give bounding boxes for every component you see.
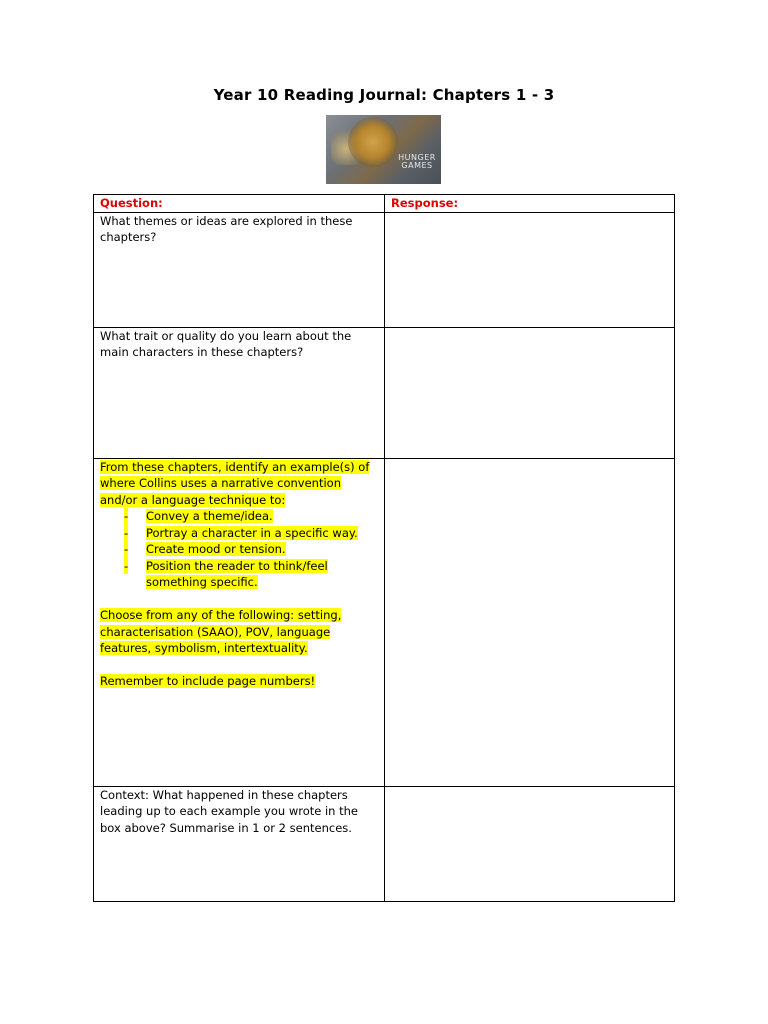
question-text: What trait or quality do you learn about the main characters in these chapters? [100, 328, 352, 359]
table-row [94, 212, 675, 327]
question-cell [94, 458, 385, 786]
hunger-games-cover-image [326, 115, 441, 184]
page-number-reminder: Remember to include page numbers! [100, 674, 316, 688]
response-cell[interactable] [385, 212, 675, 327]
page-title: Year 10 Reading Journal: Chapters 1 - 3 [213, 86, 555, 104]
list-item: - Convey a theme/idea. [124, 509, 273, 523]
table-row [94, 327, 675, 458]
list-item: - Portray a character in a specific way. [124, 525, 358, 540]
question-cell [94, 327, 385, 458]
question-cell [94, 212, 385, 327]
question-text: What themes or ideas are explored in these chapters? [100, 213, 353, 244]
response-cell[interactable] [385, 327, 675, 458]
reading-journal-table [93, 194, 675, 902]
response-header: Response: [385, 195, 675, 213]
question-text: Context: What happened in these chapters leading up to each example you wrote in the box above? Summarise in 1 or 2 sentences. [100, 787, 358, 835]
response-cell[interactable] [385, 458, 675, 786]
table-header-row [94, 195, 675, 213]
question-intro: From these chapters, identify an example(s) of where Collins uses a narrative convention and/or a language technique to: [100, 459, 370, 507]
mockingjay-pin-icon [348, 117, 398, 167]
cover-title: HUNGER GAMES [398, 153, 436, 170]
list-item: - Position the reader to think/feel something specific. [124, 558, 328, 589]
table-row [94, 458, 675, 786]
table-row [94, 786, 675, 901]
list-item: - Create mood or tension. [124, 542, 286, 556]
question-header: Question: [94, 195, 385, 213]
choose-options: Choose from any of the following: setting, characterisation (SAAO), POV, language features, symbolism, intertextuality. [100, 608, 342, 655]
technique-list [100, 508, 378, 591]
question-cell [94, 786, 385, 901]
response-cell[interactable] [385, 786, 675, 901]
